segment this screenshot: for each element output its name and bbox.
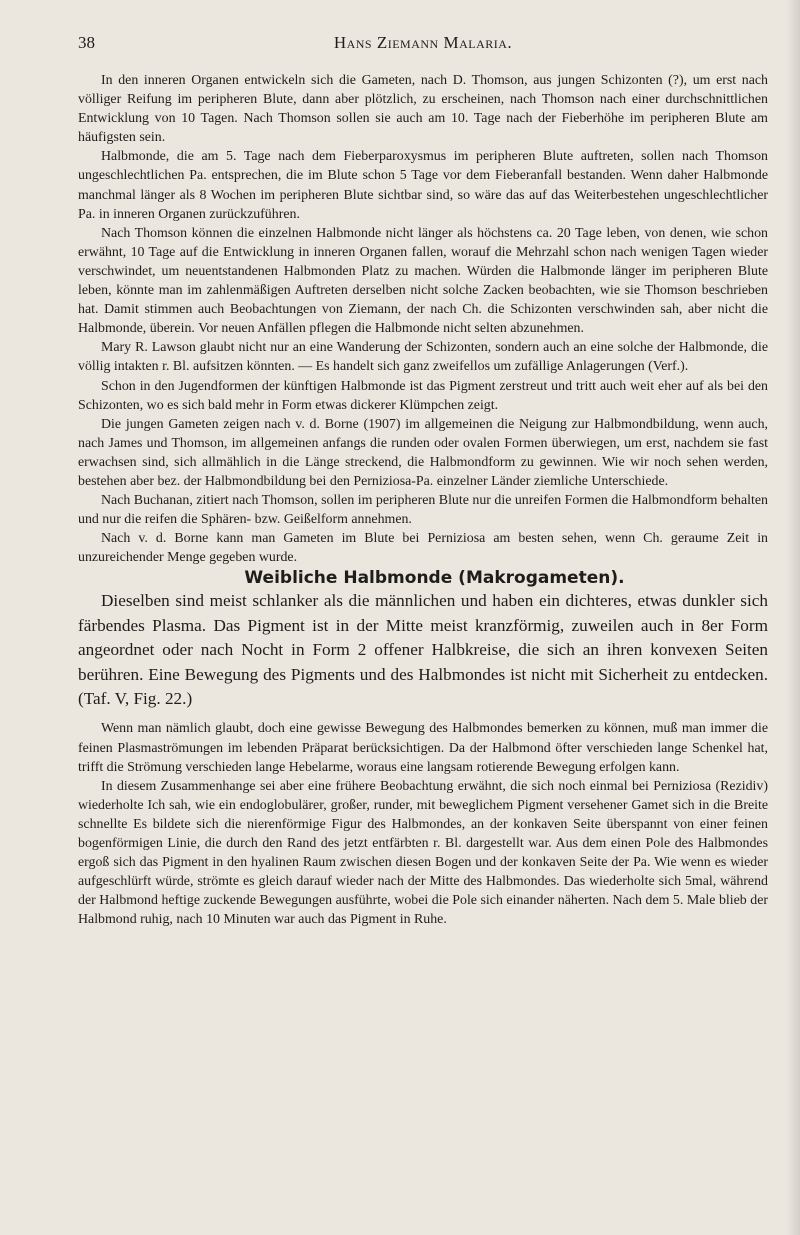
paragraph: Mary R. Lawson glaubt nicht nur an eine Wanderung der Schizonten, sondern auch an eine solche der Halbmonde, die völlig intakten r. Bl. aufsitzen könnten. — Es handelt sich ganz zweifellos um zufällige Anlagerungen (Verf.). xyxy=(78,340,768,375)
paragraph: Wenn man nämlich glaubt, doch eine gewisse Bewegung des Halbmondes bemerken zu können, muß man immer die feinen Plasmaströmungen im lebenden Präparat berücksichtigen. Da der Halbmond öfter verschieden lange Schenkel hat, trifft die Strömung verschieden lange Hebelarme, woraus eine langsam rotierende Bewegung erfolgen kann. xyxy=(78,721,768,775)
page-number: 38 xyxy=(78,33,95,52)
paragraph: Nach Thomson können die einzelnen Halbmonde nicht länger als höchstens ca. 20 Tage leben, von denen, wie schon erwähnt, 10 Tage auf die Entwicklung in inneren Organen fallen, worauf die Mehrzahl schon nach wenigen Tagen wieder verschwindet, um neuentstandenen Halbmonden Platz zu machen. Würden die Halbmonde länger im peripheren Blute leben, könnte man im zahlenmäßigen Auftreten derselben nicht solche Zacken beobachten, wie sie Thomson beschrieben hat. Damit stimmen auch Beobachtungen von Ziemann, der nach Ch. die Schizonten verschwinden sah, aber nicht die Halbmonde, überein. Vor neuen Anfällen pflegen die Halbmonde nicht selten abzunehmen. xyxy=(78,225,768,337)
paragraph: Nach Buchanan, zitiert nach Thomson, sollen im peripheren Blute nur die unreifen Formen die Halbmondform behalten und nur die reifen die Sphären- bzw. Geißelform annehmen. xyxy=(78,493,768,528)
paragraph: In den inneren Organen entwickeln sich die Gameten, nach D. Thomson, aus jungen Schizonten (?), um erst nach völliger Reifung im peripheren Blute, dann aber plötzlich, zu erscheinen, nach Thomson nach einer durchschnittlichen Entwicklung von 10 Tagen. Nach Thomson sollen sie auch am 10. Tage nach der Fieberhöhe im peripheren Blute am häufigsten sein. xyxy=(78,73,768,146)
paragraph: Schon in den Jugendformen der künftigen Halbmonde ist das Pigment zerstreut und tritt auch weit eher auf als bei den Schizonten, wo es sich bald mehr in Form etwas dickerer Klümpchen zeigt. xyxy=(78,378,768,413)
paragraph: Nach v. d. Borne kann man Gameten im Blute bei Perniziosa am besten sehen, wenn Ch. geraume Zeit in unzureichender Menge gegeben wurde. xyxy=(78,531,768,566)
page-body xyxy=(78,71,768,930)
page-header xyxy=(78,33,768,57)
paragraph: In diesem Zusammenhange sei aber eine frühere Beobachtung erwähnt, die sich noch einmal bei Perniziosa (Rezidiv) wiederholte Ich sah, wie ein endoglobulärer, großer, runder, mit beweglichem Pigment versehener Gamet sich in die Breite schnellte Es bildete sich die nierenförmige Figur des Halbmondes, an der konkaven Seite überspannt von einer feinen bogenförmigen Linie, die durch den Rand des jetzt entfärbten r. Bl. dargestellt war. Aus dem einen Pole des Halbmondes ergoß sich das Pigment in den hyalinen Raum zwischen diesen Bogen und der konkaven Seite der Pa. Wie wenn es wieder aufgeschlürft würde, strömte es gleich darauf wieder nach der Mitte des Halbmondes. Das wiederholte sich 5mal, während der Halbmond heftige zuckende Bewegungen ausführte, wobei die Pole sich einander näherten. Nach dem 5. Male blieb der Halbmond ruhig, nach 10 Minuten war auch das Pigment in Ruhe. xyxy=(78,778,768,928)
paragraph: Halbmonde, die am 5. Tage nach dem Fieberparoxysmus im peripheren Blute auftreten, sollen nach Thomson ungeschlechtlichen Pa. entsprechen, die im Blute schon 5 Tage vor dem Fieberanfall bestanden. Wenn daher Halbmonde manchmal länger als 8 Wochen im peripheren Blute sichtbar sind, so wäre das auf das Weiterbestehen ungeschlechtlicher Pa. in inneren Organen zurückzuführen. xyxy=(78,149,768,222)
section-heading: Weibliche Halbmonde (Makrogameten). xyxy=(244,568,625,589)
running-head: Hans Ziemann Malaria. xyxy=(333,33,513,52)
page-edge-shadow xyxy=(786,0,800,1235)
paragraph: Die jungen Gameten zeigen nach v. d. Borne (1907) im allgemeinen die Neigung zur Halbmondbildung, wenn auch, nach James und Thomson, im allgemeinen anfangs die runden oder ovalen Formen überwiegen, um erst, nachdem sie fast erwachsen sind, sich allmählich in die Länge streckend, die Halbmondform zu gewinnen. Wie wir noch sehen werden, bestehen aber bez. der Halbmondbildung bei den Perniziosa-Pa. einzelner Länder ziemliche Unterschiede. xyxy=(78,416,768,489)
lead-paragraph: Dieselben sind meist schlanker als die männlichen und haben ein dichteres, etwas dunkler sich färbendes Plasma. Das Pigment ist in der Mitte meist kranzförmig, zuweilen auch in 8er Form angeordnet oder nach Nocht in Form 2 offener Halbkreise, die sich an ihren konvexen Seiten berühren. Eine Bewegung des Pigments und des Halbmondes ist nicht mit Sicherheit zu entdecken. (Taf. V, Fig. 22.) xyxy=(78,591,768,709)
